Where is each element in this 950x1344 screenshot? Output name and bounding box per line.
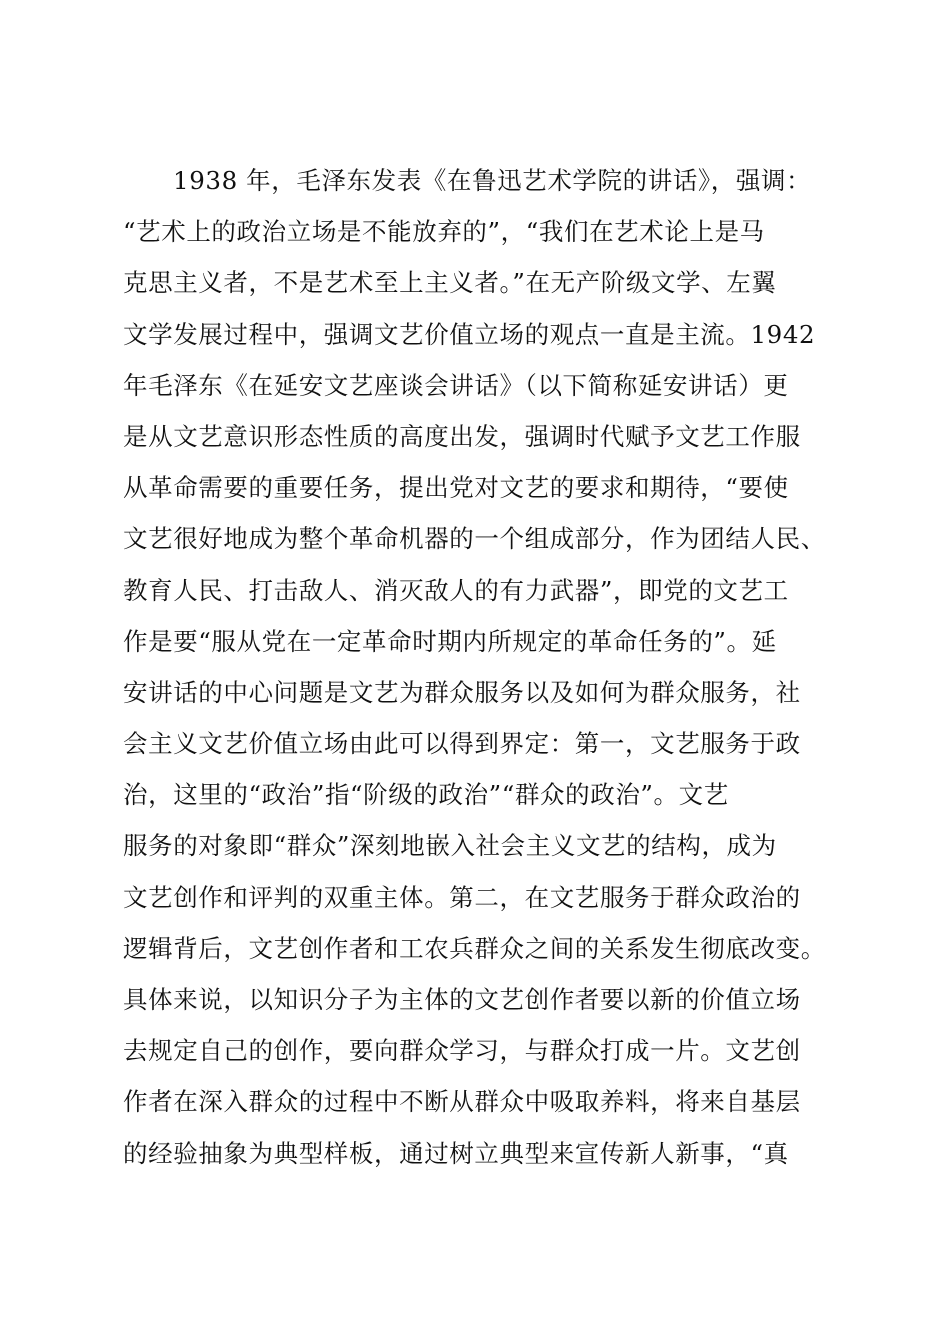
- text-line: 作者在深入群众的过程中不断从群众中吸取养料，将来自基层: [123, 1087, 801, 1117]
- text-line: 安讲话的中心问题是文艺为群众服务以及如何为群众服务，社: [123, 677, 801, 707]
- text-line: 服务的对象即“群众”深刻地嵌入社会主义文艺的结构，成为: [123, 831, 777, 861]
- text-line: 从革命需要的重要任务，提出党对文艺的要求和期待，“要使: [123, 473, 789, 503]
- body-paragraph: [123, 155, 843, 1179]
- text-line: 治，这里的“政治”指“阶级的政治”“群众的政治”。文艺: [123, 780, 729, 810]
- text-line: 文学发展过程中，强调文艺价值立场的观点一直是主流。1942: [123, 319, 816, 349]
- text-line: 克思主义者，不是艺术至上主义者。”在无产阶级文学、左翼: [123, 268, 777, 298]
- text-line: 教育人民、打击敌人、消灭敌人的有力武器”，即党的文艺工: [123, 575, 789, 605]
- text-line: 文艺创作和评判的双重主体。第二，在文艺服务于群众政治的: [123, 882, 801, 912]
- text-line: 年毛泽东《在延安文艺座谈会讲话》（以下简称延安讲话）更: [123, 370, 789, 400]
- text-line: 作是要“服从党在一定革命时期内所规定的革命任务的”。延: [123, 626, 777, 656]
- text-line: 文艺很好地成为整个革命机器的一个组成部分，作为团结人民、: [123, 524, 826, 554]
- text-line: “艺术上的政治立场是不能放弃的”，“我们在艺术论上是马: [123, 217, 765, 247]
- text-line: 具体来说，以知识分子为主体的文艺创作者要以新的价值立场: [123, 985, 801, 1014]
- text-line: 去规定自己的创作，要向群众学习，与群众打成一片。文艺创: [123, 1036, 801, 1066]
- text-line: 的经验抽象为典型样板，通过树立典型来宣传新人新事，“真: [123, 1138, 789, 1168]
- text-line: 是从文艺意识形态性质的高度出发，强调时代赋予文艺工作服: [123, 421, 801, 451]
- text-line: 1938 年，毛泽东发表《在鲁迅艺术学院的讲话》，强调：: [173, 166, 812, 195]
- text-line: 逻辑背后，文艺创作者和工农兵群众之间的关系发生彻底改变。: [123, 933, 826, 963]
- text-line: 会主义文艺价值立场由此可以得到界定：第一，文艺服务于政: [123, 729, 801, 759]
